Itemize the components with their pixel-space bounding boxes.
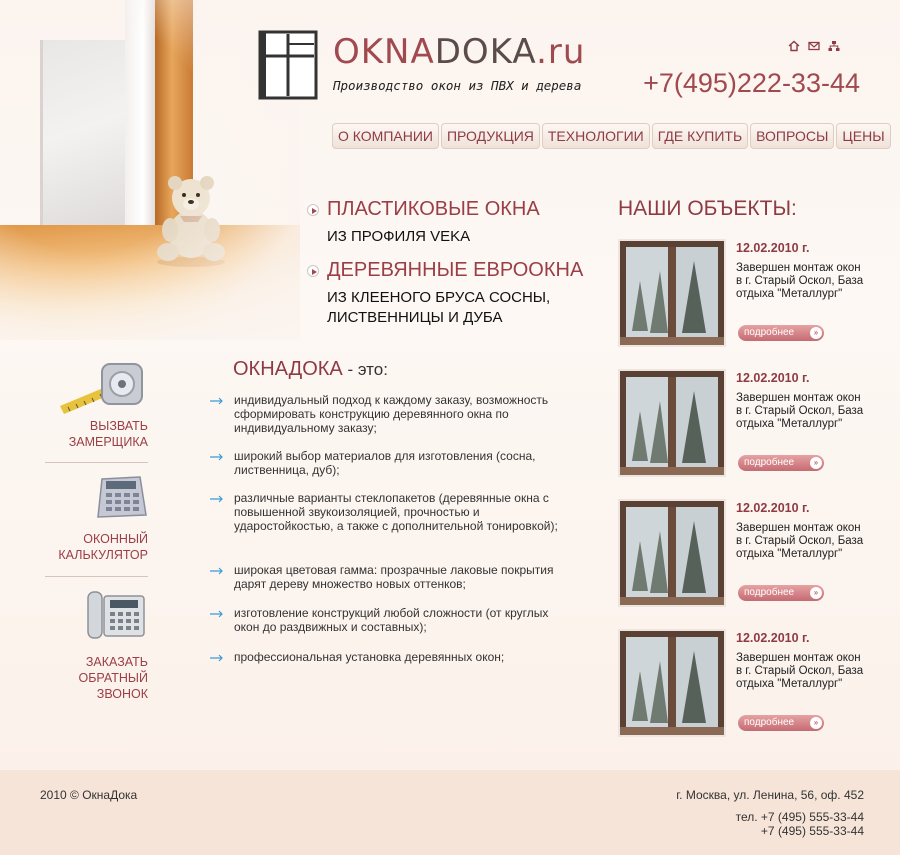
object-thumbnail[interactable] — [618, 239, 726, 347]
mail-icon[interactable] — [808, 37, 820, 49]
feature-item — [210, 650, 570, 664]
hero-window-image — [0, 0, 300, 340]
hero-fade-overlay — [0, 0, 300, 340]
promo-desc: ИЗ ПРОФИЛЯ VEKA — [327, 228, 471, 245]
object-thumbnail[interactable] — [618, 499, 726, 607]
features-heading: ОКНАДОКА - это: — [233, 358, 388, 380]
footer-phone: тел. +7 (495) 555-33-44 — [735, 810, 864, 824]
footer-phone: +7 (495) 555-33-44 — [760, 824, 864, 838]
promo-title: ПЛАСТИКОВЫЕ ОКНА — [327, 198, 540, 220]
feature-item — [210, 563, 570, 591]
arrow-right-icon — [210, 610, 224, 618]
feature-text: профессиональная установка деревянных окон; — [234, 650, 505, 664]
feature-item — [210, 393, 570, 435]
feature-text: различные варианты стеклопакетов (деревянные окна с повышенной звукоизоляцией, прочностью и ударостойкостью, а также с дополнительной тонировкой); — [234, 491, 558, 533]
nav-item-faq[interactable]: ВОПРОСЫ — [750, 123, 834, 149]
nav-item-about[interactable]: О КОМПАНИИ — [332, 123, 439, 149]
phone-icon — [84, 590, 148, 640]
footer — [0, 770, 900, 855]
site-logo[interactable] — [258, 30, 588, 102]
nav-item-products[interactable]: ПРОДУКЦИЯ — [441, 123, 540, 149]
object-text: Завершен монтаж окон в г. Старый Оскол, База отдыха "Металлург" — [736, 392, 864, 430]
more-button[interactable] — [738, 455, 824, 471]
bullet-arrow-icon — [307, 204, 319, 216]
more-button[interactable] — [738, 325, 824, 341]
calculator-icon — [96, 475, 148, 519]
promo-section — [305, 198, 605, 340]
window-logo-icon — [258, 30, 320, 102]
promo-title: ДЕРЕВЯННЫЕ ЕВРООКНА — [327, 259, 584, 281]
tool-window-calculator[interactable] — [30, 475, 148, 563]
home-icon[interactable] — [788, 37, 800, 49]
arrow-right-icon — [210, 567, 224, 575]
divider — [45, 576, 148, 577]
sitemap-icon[interactable] — [828, 37, 840, 49]
promo-plastic[interactable] — [305, 198, 605, 247]
footer-address: г. Москва, ул. Ленина, 56, оф. 452 — [676, 788, 864, 802]
arrow-right-icon — [210, 453, 224, 461]
more-button-label: подробнее — [744, 587, 795, 598]
more-button-label: подробнее — [744, 457, 795, 468]
arrow-right-icon — [210, 495, 224, 503]
double-chevron-right-icon: » — [810, 327, 822, 339]
object-date: 12.02.2010 г. — [736, 631, 810, 645]
promo-desc: ИЗ КЛЕЕНОГО БРУСА СОСНЫ, ЛИСТВЕННИЦЫ И ДУБА — [327, 289, 551, 326]
nav-item-prices[interactable]: ЦЕНЫ — [836, 123, 890, 149]
object-item — [618, 629, 868, 741]
nav-item-technologies[interactable]: ТЕХНОЛОГИИ — [542, 123, 650, 149]
header-phone: +7(495)222-33-44 — [643, 68, 860, 98]
feature-item — [210, 449, 570, 477]
tool-label: ЗАКАЗАТЬ ОБРАТНЫЙ ЗВОНОК — [78, 655, 148, 701]
more-button[interactable] — [738, 585, 824, 601]
object-text: Завершен монтаж окон в г. Старый Оскол, База отдыха "Металлург" — [736, 652, 864, 690]
more-button[interactable] — [738, 715, 824, 731]
object-thumbnail[interactable] — [618, 369, 726, 477]
more-button-label: подробнее — [744, 717, 795, 728]
object-thumbnail[interactable] — [618, 629, 726, 737]
object-text: Завершен монтаж окон в г. Старый Оскол, База отдыха "Металлург" — [736, 262, 864, 300]
nav-item-where-to-buy[interactable]: ГДЕ КУПИТЬ — [652, 123, 748, 149]
object-date: 12.02.2010 г. — [736, 371, 810, 385]
object-item — [618, 499, 868, 611]
object-item — [618, 369, 868, 481]
objects-heading: НАШИ ОБЪЕКТЫ: — [618, 197, 797, 220]
double-chevron-right-icon: » — [810, 587, 822, 599]
copyright: 2010 © ОкнаДока — [40, 788, 138, 802]
divider — [45, 462, 148, 463]
tool-callback[interactable] — [30, 590, 148, 702]
object-item — [618, 239, 868, 351]
logo-subtitle: Производство окон из ПВХ и дерева — [333, 78, 582, 93]
feature-text: изготовление конструкций любой сложности (от круглых окон до раздвижных и составных); — [234, 606, 549, 634]
header-icons — [788, 37, 840, 49]
object-date: 12.02.2010 г. — [736, 501, 810, 515]
promo-wooden[interactable] — [305, 259, 605, 328]
window-photo-icon — [620, 501, 724, 605]
footer-phones — [736, 810, 864, 838]
tool-label: ВЫЗВАТЬ ЗАМЕРЩИКА — [68, 419, 148, 449]
more-button-label: подробнее — [744, 327, 795, 338]
window-photo-icon — [620, 631, 724, 735]
window-photo-icon — [620, 371, 724, 475]
main-nav — [332, 123, 891, 149]
arrow-right-icon — [210, 397, 224, 405]
arrow-right-icon — [210, 654, 224, 662]
feature-item — [210, 606, 570, 634]
object-text: Завершен монтаж окон в г. Старый Оскол, База отдыха "Металлург" — [736, 522, 864, 560]
window-photo-icon — [620, 241, 724, 345]
feature-text: широкий выбор материалов для изготовления (сосна, лиственница, дуб); — [234, 449, 536, 477]
logo-title: OKNADOKA.ru — [333, 32, 586, 72]
object-date: 12.02.2010 г. — [736, 241, 810, 255]
feature-item — [210, 491, 570, 533]
feature-text: индивидуальный подход к каждому заказу, возможность сформировать конструкцию деревянного окна по индивидуальному заказу; — [234, 393, 549, 435]
double-chevron-right-icon: » — [810, 457, 822, 469]
double-chevron-right-icon: » — [810, 717, 822, 729]
tape-measure-icon — [58, 356, 148, 414]
feature-text: широкая цветовая гамма: прозрачные лаковые покрытия дарят дереву множество новых оттенков; — [234, 563, 554, 591]
tool-call-measurer[interactable] — [30, 356, 148, 450]
bullet-arrow-icon — [307, 265, 319, 277]
tool-label: ОКОННЫЙ КАЛЬКУЛЯТОР — [58, 532, 148, 562]
